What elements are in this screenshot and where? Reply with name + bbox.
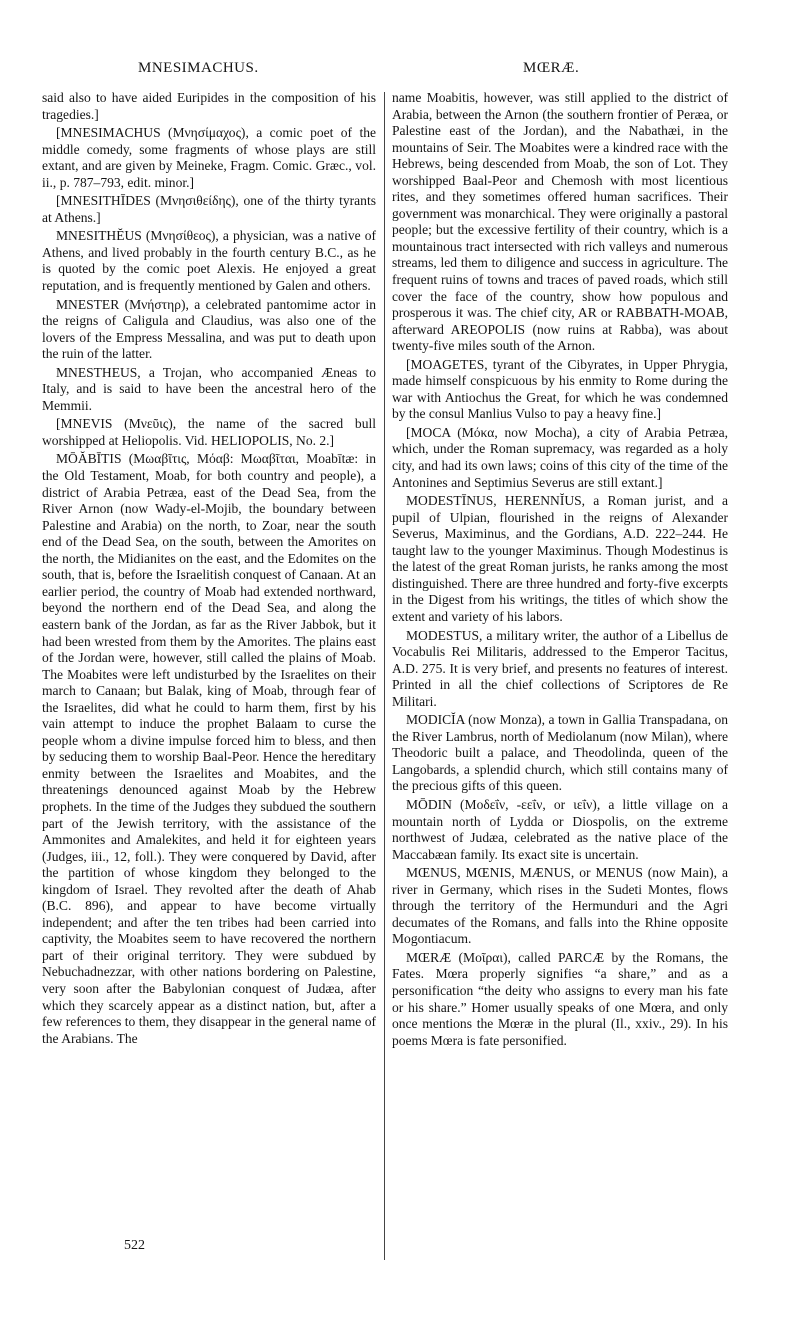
running-head-left: MNESIMACHUS. [138,60,259,76]
entry-modin: MŌDIN (Μοδεΐν, -εεΐν, or ιεΐν), a little village on a mountain north of Lydda or Diospolis, on the extreme northwest of Judæa, celebrated as the native place of the Maccabæan family. Its exact site is uncertain. [392,796,728,862]
entry-moagetes: [MOAGETES, tyrant of the Cibyrates, in Upper Phrygia, made himself conspicuous by his enmity to Rome during the war with Antiochus the Great, for which he was condemned by the consul Manlius Vulso to pay a heavy fine.] [392,356,728,422]
left-column [42,90,376,1049]
entry-moenus: MŒNUS, MŒNIS, MÆNUS, or MENUS (now Main), a river in Germany, which rises in the Sudeti Montes, flows through the territory of the Hermunduri and the Agri decumates of the Romans, and falls into the Rhine opposite Mogontiacum. [392,865,728,947]
entry-moerae: MŒRÆ (Μοῖραι), called PARCÆ by the Romans, the Fates. Mœra properly signifies “a share,” and as a personification “the deity who assigns to every man his fate or his share.” Homer usually speaks of one Mœra, and only once mentions the Mœræ in the plural (Il., xxiv., 29). In his poems Mœra is fate personified. [392,949,728,1048]
running-head [42,58,768,82]
entry-mnesitheus: MNESITHĔUS (Μνησίθεος), a physician, was a native of Athens, and lived probably in the fourth century B.C., as he is quoted by the comic poet Alexis. He enjoyed a great reputation, and is frequently mentioned by Galen and others. [42,228,376,294]
entry-mnevis: [MNEVIS (Μνεῦις), the name of the sacred bull worshipped at Heliopolis. Vid. HELIOPOLIS, No. 2.] [42,416,376,448]
right-column [392,90,728,1051]
entry-continuation: said also to have aided Euripides in the composition of his tragedies.] [42,90,376,122]
page-number: 522 [124,1238,145,1253]
entry-mnesimachus: [MNESIMACHUS (Μνησίμαχος), a comic poet of the middle comedy, some fragments of whose plays are still extant, and are given by Meineke, Fragm. Comic. Græc., vol. ii., p. 787–793, edit. minor.] [42,125,376,190]
entry-moabitis: MŌĂBĪTIS (Μωαβῖτις, Μόαβ: Μωαβῖται, Moabītæ: in the Old Testament, Moab, for both country and people), a district of Arabia Petræa, east of the Dead Sea, from the River Arnon (now Wady-el-Mojib, the boundary between Palestine and Arabia) on the north, to Zoar, near the south end of the Dead Sea, on the south, between the Amorites on the north, the Midianites on the east, and the Edomites on the south, that is, before the Israelitish conquest of Canaan. At an earlier period, the country of Moab had extended northward, beyond the northern end of the Dead Sea, and along the eastern bank of the Jordan, as far as the River Jabbok, but it had been wrested from them by the Amorites. The plains east of the Jordan were, however, still called the plains of Moab. The Moabites were left undisturbed by the Israelites on their march to Canaan; but Balak, king of Moab, through fear of the Israelites, did what he could to harm them, first by his vain attempt to induce the prophet Balaam to curse the people whom a divine impulse forced him to bless, and then by seducing them to worship Baal-Peor. Hence the hereditary enmity between the Israelites and Moabites, and the threatenings denounced against Moab by the Hebrew prophets. In the time of the Judges they subdued the southern part of the Jewish territory, with the assistance of the Ammonites and Amalekites, and held it for eighteen years (Judges, iii., 12, foll.). They were conquered by David, after the partition of whose kingdom they belonged to the kingdom of Israel. They revolted after the death of Ahab (B.C. 896), and appear to have become virtually independent; and after the ten tribes had been carried into captivity, the Moabites seem to have recovered the northern part of their original territory. They were subdued by Nebuchadnezzar, with other nations bordering on Palestine, very soon after the Babylonian conquest of Judæa, after which they scarcely appear as a distinct nation, but, after a few references to them, they disappear in the general name of the Arabians. The [42,451,376,1046]
entry-modestus: MODESTUS, a military writer, the author of a Libellus de Vocabulis Rei Militaris, addressed to the Emperor Tacitus, A.D. 275. It is very brief, and presents no features of interest. Printed in all the chief collections of Scriptores de Re Militari. [392,627,728,709]
entry-modicia: MODICĬA (now Monza), a town in Gallia Transpadana, on the River Lambrus, north of Mediolanum (now Milan), where Theodoric built a palace, and Theodolinda, queen of the Langobards, a splendid church, which still contains many of the precious gifts of this queen. [392,712,728,794]
book-page [42,58,768,1308]
column-divider [384,92,385,1260]
entry-modestinus: MODESTĪNUS, HERENNĬUS, a Roman jurist, and a pupil of Ulpian, flourished in the reigns of Alexander Severus, Maximinus, and the Gordians, A.D. 222–244. He taught law to the younger Maximinus. Though Modestinus is the latest of the great Roman jurists, he ranks among the most distinguished. There are three hundred and forty-five excerpts in the Digest from his writings, the titles of which show the extent and variety of his labors. [392,493,728,624]
entry-moca: [MOCA (Μόκα, now Mocha), a city of Arabia Petræa, which, under the Roman supremacy, was regarded as a holy city, and had its own laws; coins of this city of the time of the Antonines and Septimius Severus are still extant.] [392,424,728,490]
running-head-right: MŒRÆ. [523,60,580,76]
entry-moabitis-continued: name Moabitis, however, was still applied to the district of Arabia, between the Arnon (the southern frontier of Peræa, or Palestine east of the Jordan), and the Nabathæi, in the mountains of Seir. The Moabites were a kindred race with the Hebrews, being descended from Moab, the son of Lot. They worshipped Baal-Peor and Chemosh with most licentious rites, and they sometimes offered human sacrifices. Their government was monarchical. They were originally a pastoral people; but the excessive fertility of their country, which is a mountainous tract intersected with rich valleys and numerous streams, led them to diligence and success in agriculture. The frequent ruins of towns and traces of paved roads, which still cover the face of the country, show how populous and prosperous it was. The chief city, AR or RABBATH-MOAB, afterward AREOPOLIS (now ruins at Rabba), was about twenty-five miles south of the Arnon. [392,90,728,354]
entry-mnesithides: [MNESITHĪDES (Μνησιθείδης), one of the thirty tyrants at Athens.] [42,193,376,225]
entry-mnester: MNESTER (Μνήστηρ), a celebrated pantomime actor in the reigns of Caligula and Claudius, was also one of the lovers of the Empress Messalina, and was put to death upon the ruin of the latter. [42,296,376,362]
entry-mnestheus: MNESTHEUS, a Trojan, who accompanied Æneas to Italy, and is said to have been the ancestral hero of the Memmii. [42,364,376,413]
